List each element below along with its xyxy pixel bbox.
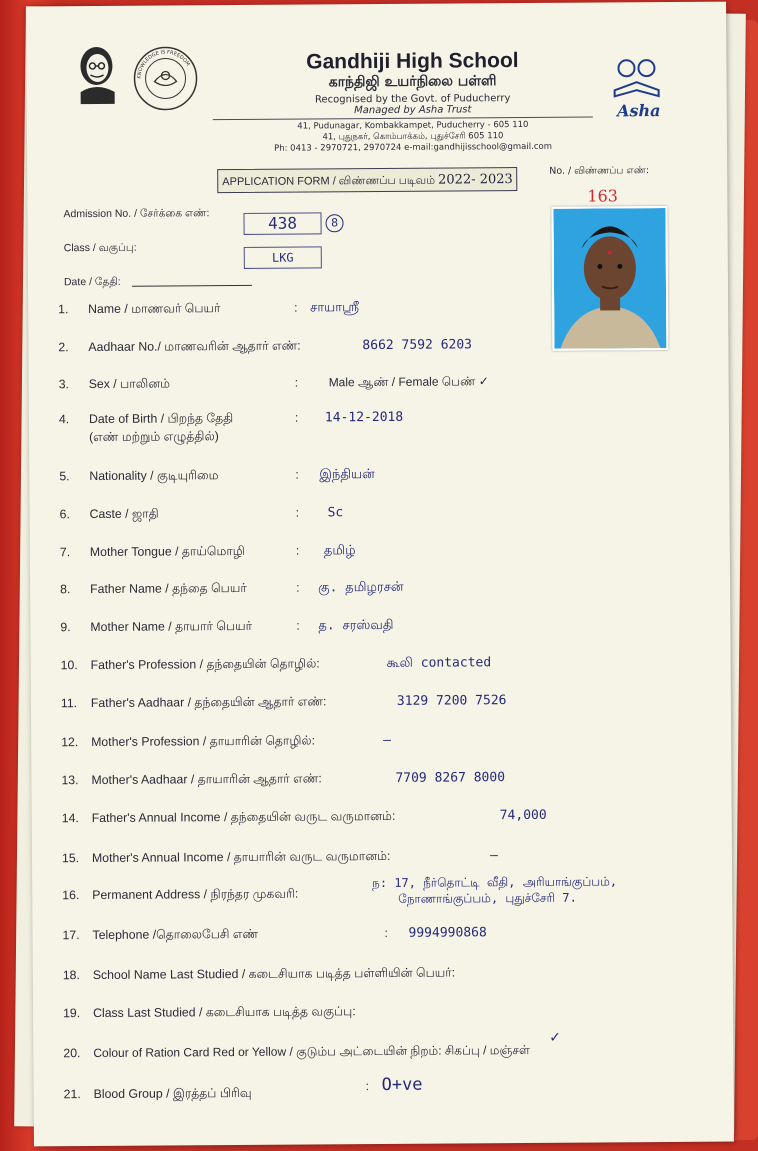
field-row-mother-tongue: 7. Mother Tongue / தாய்மொழி : தமிழ் <box>59 543 356 560</box>
field-row-mother-name: 9. Mother Name / தாயார் பெயர் : த. சரஸ்வதி <box>60 617 394 635</box>
field-number: 3. <box>58 377 69 392</box>
field-number: 11. <box>60 696 78 711</box>
field-number: 15. <box>61 851 80 866</box>
field-label: Name / மாணவர் பெயர் <box>88 301 221 317</box>
field-label: Father's Profession / தந்தையின் தொழில்: <box>90 656 320 673</box>
field-value: சாயாஸ்ரீ <box>310 300 360 316</box>
field-label: Mother's Aadhaar / தாயாரின் ஆதார் எண்: <box>91 771 322 788</box>
field-row-name: 1. Name / மாணவர் பெயர் : சாயாஸ்ரீ <box>58 300 360 317</box>
field-label: Class Last Studied / கடைசியாக படித்த வகுப்பு: <box>93 1004 356 1021</box>
field-number: 7. <box>59 545 71 560</box>
field-label: Telephone /தொலைபேசி எண் <box>92 926 259 943</box>
field-row-blood-group: 21. Blood Group / இரத்தப் பிரிவு : O+ve <box>63 1074 423 1102</box>
date-blank-line <box>132 285 252 287</box>
field-label: Nationality / குடியுரிமை <box>89 468 219 484</box>
field-label: Blood Group / இரத்தப் பிரிவு <box>93 1085 252 1102</box>
field-value: Male ஆண் / Female பெண் ✓ <box>328 374 489 390</box>
field-value: 74,000 <box>499 807 547 824</box>
gandhi-portrait-icon <box>70 42 122 106</box>
svg-text:KNOWLEDGE IS FREEDOM: KNOWLEDGE IS FREEDOM <box>136 49 191 79</box>
field-number: 18. <box>62 968 80 983</box>
field-label: Colour of Ration Card Red or Yellow / குடும்ப அட்டையின் நிறம்: சிகப்பு / மஞ்சள் <box>93 1042 530 1061</box>
field-row-address <box>62 874 702 906</box>
field-label: Father Name / தந்தை பெயர் <box>90 580 247 597</box>
field-row-telephone: 17. Telephone /தொலைபேசி எண் : 9994990868 <box>62 925 487 943</box>
field-label: Mother Tongue / தாய்மொழி <box>89 543 245 560</box>
field-value: 14-12-2018 <box>324 409 404 426</box>
field-number: 10. <box>60 658 78 673</box>
application-number-label: No. / விண்ணப்ப எண்: <box>549 165 650 177</box>
field-value: – <box>383 732 392 748</box>
recognition-line: Recognised by the Govt. of Puducherry <box>314 93 511 106</box>
school-name-tamil: காந்திஜி உயர்நிலை பள்ளி <box>328 73 497 91</box>
field-row-mother-income <box>61 847 702 866</box>
field-row-mother-aadhaar <box>61 769 701 788</box>
field-number: 14. <box>61 811 79 826</box>
field-number: 2. <box>58 340 69 355</box>
field-label-sub: (எண் மற்றும் எழுத்தில்) <box>88 429 219 445</box>
field-label: Caste / ஜாதி <box>89 506 159 522</box>
field-label: Father's Annual Income / தந்தையின் வருட வருமானம்: <box>91 808 396 826</box>
school-address <box>263 120 563 155</box>
field-number: 5. <box>59 469 70 484</box>
field-row-nationality: 5. Nationality / குடியுரிமை : இந்தியன் <box>59 467 375 484</box>
field-row-ration-card <box>63 1028 703 1061</box>
field-label: Date of Birth / பிறந்த தேதி <box>88 411 234 427</box>
school-seal-icon <box>132 45 198 111</box>
school-name: Gandhiji High School <box>306 49 519 74</box>
field-row-father-profession <box>60 654 701 673</box>
field-number: 9. <box>60 620 71 635</box>
field-row-father-income <box>61 807 702 826</box>
field-number: 13. <box>61 773 79 788</box>
field-value-line2: நோணாங்குப்பம், புதுச்சேரி 7. <box>398 890 577 906</box>
field-value: தமிழ் <box>323 543 356 559</box>
field-label: Aadhaar No./ மாணவரின் ஆதார் எண்: <box>88 338 301 355</box>
admission-extra-mark: 8 <box>325 214 343 232</box>
date-label: Date / தேதி: <box>63 275 121 289</box>
field-row-last-class <box>63 1002 703 1021</box>
field-value: – <box>489 848 498 864</box>
application-form-sheet <box>26 2 734 1147</box>
field-label: School Name Last Studied / கடைசியாக படித்த பள்ளியின் பெயர்: <box>92 965 456 983</box>
field-number: 21. <box>63 1087 81 1102</box>
field-number: 12. <box>61 735 79 750</box>
managed-by-line: Managed by Asha Trust <box>354 104 472 117</box>
application-number: 163 <box>587 186 618 206</box>
asha-trust-logo-icon <box>606 52 670 122</box>
field-row-mother-profession <box>61 731 701 750</box>
field-value: 8662 7592 6203 <box>362 337 473 354</box>
form-year: 2022- 2023 <box>438 172 513 188</box>
field-row-dob: 4. Date of Birth / பிறந்த தேதி (எண் மற்றும் எழுத்தில்) : 14-12-2018 <box>58 409 404 445</box>
field-value: இந்தியன் <box>319 467 375 483</box>
application-form-title <box>217 167 517 193</box>
field-value: கூலி contacted <box>386 655 492 671</box>
field-number: 4. <box>58 412 70 427</box>
field-value: ந: 17, நீர்தொட்டி வீதி, அரியாங்குப்பம், <box>372 874 618 891</box>
field-row-caste: 6. Caste / ஜாதி : Sc <box>59 505 344 522</box>
field-label: Father's Aadhaar / தந்தையின் ஆதார் எண்: <box>90 694 327 711</box>
field-label: Mother Name / தாயார் பெயர் <box>90 618 253 635</box>
field-value: 7709 8267 8000 <box>395 770 506 786</box>
class-box: LKG <box>244 246 322 269</box>
svg-text:Asha: Asha <box>616 101 661 121</box>
admission-number-box: 438 <box>243 212 321 235</box>
field-number: 6. <box>59 507 70 522</box>
field-number: 1. <box>58 302 69 317</box>
field-row-last-school <box>62 964 703 983</box>
field-value: த. சரஸ்வதி <box>318 617 394 634</box>
class-label: Class / வகுப்பு: <box>63 241 137 255</box>
field-value: Sc <box>327 505 344 521</box>
field-number: 17. <box>62 928 80 943</box>
field-number: 20. <box>63 1046 81 1061</box>
field-value: O+ve <box>381 1074 423 1096</box>
ration-card-tick-mark: ✓ <box>549 1028 562 1045</box>
field-value: 3129 7200 7526 <box>396 693 507 709</box>
field-label: Sex / பாலினம் <box>88 376 171 392</box>
field-label: Mother's Profession / தாயாரின் தொழில்: <box>91 733 316 750</box>
address-english: 41, Pudunagar, Kombakkampet, Puducherry - 605 110 <box>297 119 529 132</box>
contact-line: Ph: 0413 - 2970721, 2970724 e-mail:gandhijisschool@gmail.com <box>274 141 552 154</box>
field-value: கு. தமிழரசன் <box>318 579 404 596</box>
field-number: 19. <box>63 1006 81 1021</box>
student-photo <box>551 206 668 351</box>
admission-number-label: Admission No. / சேர்க்கை எண்: <box>63 207 210 221</box>
field-value: 9994990868 <box>408 925 487 941</box>
field-row-father-aadhaar <box>60 692 701 711</box>
form-title-text: APPLICATION FORM / விண்ணப்ப படிவம் <box>222 174 436 189</box>
field-label: Mother's Annual Income / தாயாரின் வருட வருமானம்: <box>91 848 391 866</box>
field-number: 16. <box>62 888 80 903</box>
field-label: Permanent Address / நிரந்தர முகவரி: <box>92 886 299 903</box>
address-tamil: 41, புதுநகர், கொம்பாக்கம், புதுச்சேரி 605 110 <box>322 131 504 143</box>
field-row-sex: 3. Sex / பாலினம் : Male ஆண் / Female பெண் ✓ <box>58 374 489 392</box>
field-number: 8. <box>60 582 71 597</box>
field-row-father-name: 8. Father Name / தந்தை பெயர் : கு. தமிழரசன் <box>60 579 404 597</box>
